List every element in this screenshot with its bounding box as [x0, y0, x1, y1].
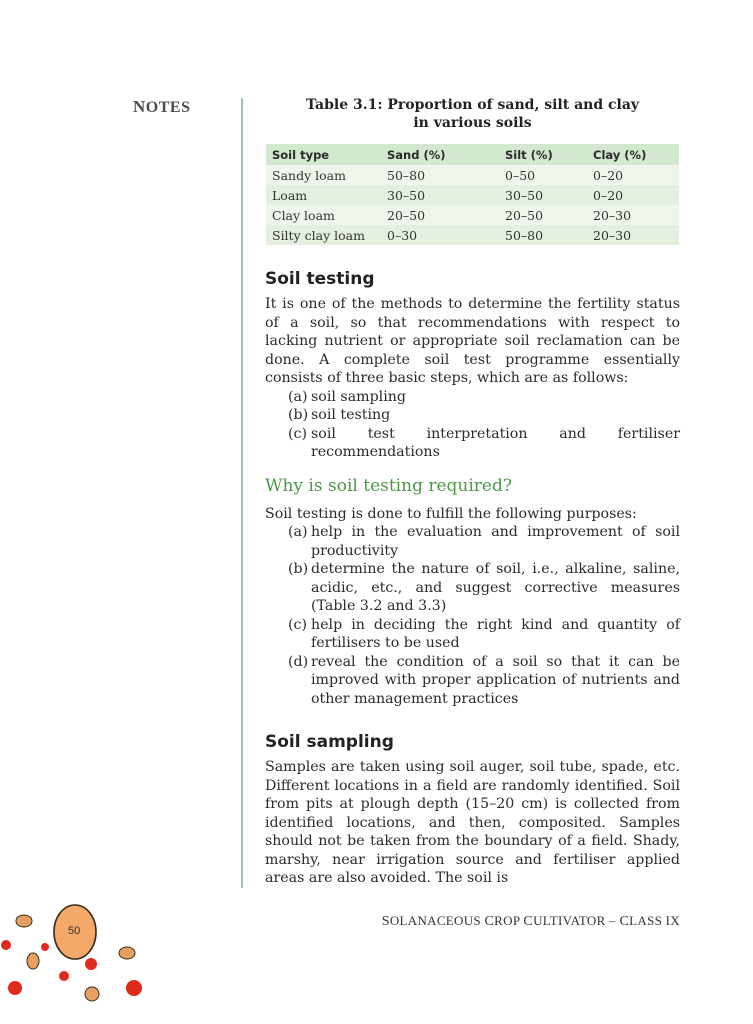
table-cell: 0–20 [587, 185, 679, 205]
header-soil-type: Soil type [266, 144, 381, 165]
table-cell: 30–50 [381, 185, 499, 205]
why-heading: Why is soil testing required? [265, 475, 512, 496]
tomato-icon [41, 943, 49, 951]
soil-sampling-heading: Soil sampling [265, 732, 394, 752]
table-row [266, 225, 679, 245]
list-item: (a) help in the evaluation and improvement of soil productivity [288, 524, 680, 559]
table-cell: 50–80 [381, 165, 499, 185]
list-item: (d) reveal the condition of a soil so that it can be improved with proper application of nutrients and other management practices [288, 653, 680, 707]
potato-tomato-illustration [0, 895, 160, 1015]
table-cell: Sandy loam [266, 165, 381, 185]
table-cell: 0–20 [587, 165, 679, 185]
potato-icon [16, 915, 32, 927]
table-cell: 20–30 [587, 205, 679, 225]
tomato-icon [85, 958, 97, 970]
why-intro: Soil testing is done to fulfill the following purposes: [265, 505, 637, 522]
table-cell: Loam [266, 185, 381, 205]
soil-testing-paragraph: It is one of the methods to determine the fertility status of a soil, so that recommendations with respect to lacking nutrient or appropriate soil reclamation can be done. A complete soil test programme essentially consists of three basic steps, which are as follows: [265, 296, 680, 386]
table-cell: 20–50 [381, 205, 499, 225]
tomato-icon [8, 981, 22, 995]
table-cell: Silty clay loam [266, 225, 381, 245]
list-item: (a) soil sampling [288, 388, 406, 405]
table-row [266, 185, 679, 205]
potato-icon [119, 947, 135, 959]
table-cell: 30–50 [499, 185, 587, 205]
table-cell: 0–50 [499, 165, 587, 185]
table-row [266, 165, 679, 185]
soil-proportion-table [266, 144, 679, 245]
list-item: (b) soil testing [288, 407, 391, 423]
soil-testing-steps [265, 388, 680, 462]
header-clay: Clay (%) [587, 144, 679, 165]
table-cell: 0–30 [381, 225, 499, 245]
table-cell: 20–30 [587, 225, 679, 245]
list-item: (c) help in deciding the right kind and quantity of fertilisers to be used [288, 616, 680, 651]
notes-label: NOTES [133, 97, 191, 116]
table-header-row [266, 144, 679, 165]
main-content [265, 96, 680, 888]
tomato-icon [1, 940, 11, 950]
list-item: (b) determine the nature of soil, i.e., alkaline, saline, acidic, etc., and suggest corrective measures (Table 3.2 and 3.3) [288, 561, 680, 614]
table-cell: 20–50 [499, 205, 587, 225]
list-item: (c) soil test interpretation and fertiliser recommendations [288, 425, 680, 460]
margin-divider [241, 98, 243, 888]
tomato-icon [59, 971, 69, 981]
table-row [266, 205, 679, 225]
page-number: 50 [68, 925, 81, 937]
potato-icon [27, 953, 39, 969]
tomato-icon [126, 980, 142, 996]
table-cell: Clay loam [266, 205, 381, 225]
soil-sampling-paragraph: Samples are taken using soil auger, soil tube, spade, etc. Different locations in a field are randomly identified. Soil from pits at plough depth (15–20 cm) is collected from identified locations, and then, composited. Samples should not be taken from the boundary of a field. Shady, marshy, near irrigation source and fertiliser applied areas are also avoided. The soil is [265, 759, 680, 886]
header-sand: Sand (%) [381, 144, 499, 165]
soil-testing-heading: Soil testing [265, 269, 375, 289]
table-title: Table 3.1: Proportion of sand, silt and clay in various soils [305, 97, 640, 131]
header-silt: Silt (%) [499, 144, 587, 165]
table-cell: 50–80 [499, 225, 587, 245]
why-purposes-list [265, 523, 680, 708]
potato-icon [85, 987, 99, 1001]
running-footer: SOLANACEOUS CROP CULTIVATOR – CLASS IX [381, 913, 680, 929]
